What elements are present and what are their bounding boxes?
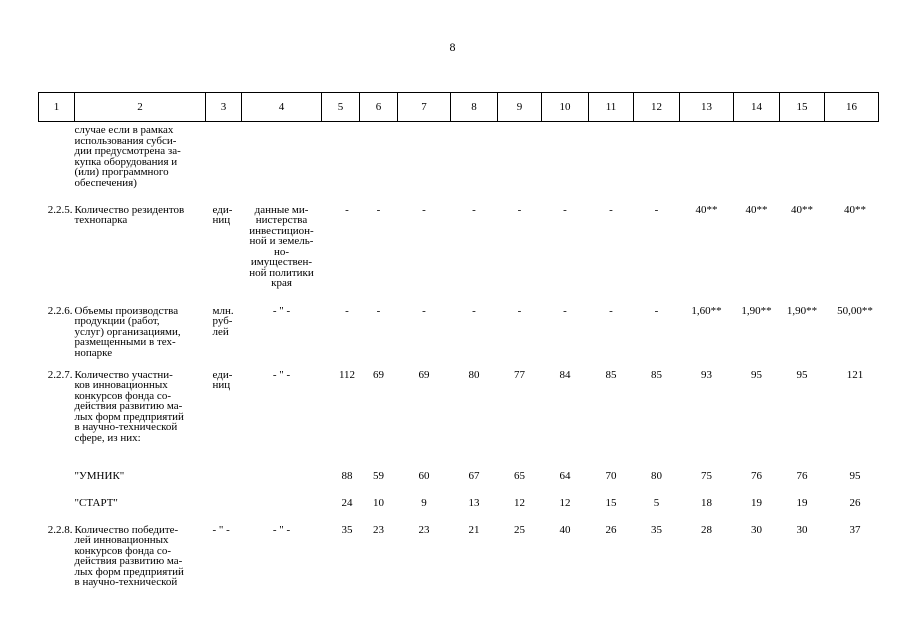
value-cell-col-9: - xyxy=(517,304,522,317)
indicator-name xyxy=(75,202,206,303)
indicator-name-line: Количество участни- xyxy=(74,368,173,381)
value-cell-col-13: 40** xyxy=(695,203,718,216)
unit-of-measure-line: руб- xyxy=(212,315,233,327)
value-cell-col-5: 112 xyxy=(338,368,356,381)
indicator-name-line: "СТАРТ" xyxy=(74,496,118,509)
header-cell: 11 xyxy=(589,93,634,122)
indicator-name-line: Количество победите- xyxy=(74,523,179,536)
data-source-line: - " - xyxy=(272,523,291,536)
value-cell-col-13 xyxy=(680,122,734,202)
value-cell-col-12: 35 xyxy=(651,523,662,536)
value-cell-col-8 xyxy=(451,122,498,202)
header-cell: 3 xyxy=(206,93,242,122)
value-cell-col-6 xyxy=(360,122,398,202)
value-cell-col-10: - xyxy=(563,203,567,216)
value-cell-col-14: 95 xyxy=(751,368,762,381)
indicator-name xyxy=(75,303,206,367)
indicator-name-line: конкурсов фонда со- xyxy=(74,544,171,557)
value-cell-col-11: 26 xyxy=(605,523,617,536)
value-cell-col-6: 59 xyxy=(373,469,384,482)
indicator-name-line: нопарке xyxy=(74,346,113,359)
data-source xyxy=(242,122,322,202)
value-cell-col-9: - xyxy=(517,203,522,216)
value-cell-col-13: 75 xyxy=(701,469,712,482)
indicator-name-line: случае если в рамках xyxy=(74,124,174,136)
unit-of-measure-line: - " - xyxy=(212,523,230,536)
value-cell-col-12: 85 xyxy=(651,368,662,381)
table-row xyxy=(39,522,879,592)
data-source-line: но- xyxy=(273,245,290,258)
value-cell-col-6: 23 xyxy=(373,523,384,536)
value-cell-col-5: 88 xyxy=(341,469,353,482)
value-cell-col-14: 30 xyxy=(751,523,762,536)
value-cell-col-10: 12 xyxy=(559,496,571,509)
indicators-table xyxy=(38,92,879,592)
indicator-name-line: услуг) организациями, xyxy=(74,325,181,338)
indicator-name-line: действия развитию ма- xyxy=(74,400,183,412)
value-cell-col-15: 19 xyxy=(796,496,808,509)
header-cell: 4 xyxy=(242,93,322,122)
indicator-name xyxy=(75,122,206,202)
indicator-name-line: обеспечения) xyxy=(74,176,137,189)
table-row xyxy=(39,495,879,522)
indicator-name xyxy=(75,522,206,592)
data-source xyxy=(242,468,322,495)
table-row xyxy=(39,303,879,367)
value-cell-col-12: - xyxy=(654,203,659,216)
indicator-name-line: ков инновационных xyxy=(74,379,168,391)
value-cell-col-7: - xyxy=(422,304,426,317)
header-cell: 10 xyxy=(542,93,589,122)
header-cell: 8 xyxy=(451,93,498,122)
value-cell-col-14: 40** xyxy=(745,203,768,216)
unit-of-measure xyxy=(206,367,242,468)
header-cell: 9 xyxy=(498,93,542,122)
value-cell-col-10: 84 xyxy=(559,368,571,381)
value-cell-col-9: 77 xyxy=(514,368,525,381)
indicator-name-line: продукции (работ, xyxy=(74,315,160,327)
unit-of-measure-line: ниц xyxy=(212,379,231,391)
value-cell-col-6: - xyxy=(376,304,381,317)
header-cell: 13 xyxy=(680,93,734,122)
indicator-name-line: сфере, из них: xyxy=(74,431,141,444)
value-cell-col-12 xyxy=(634,122,680,202)
value-cell-col-10 xyxy=(542,122,589,202)
value-cell-col-11: - xyxy=(609,304,613,317)
value-cell-col-5: 35 xyxy=(341,523,353,536)
row-code: 2.2.8. xyxy=(47,523,73,536)
data-source xyxy=(242,495,322,522)
value-cell-col-7: 60 xyxy=(418,469,430,482)
value-cell-col-7: - xyxy=(422,203,426,216)
value-cell-col-11 xyxy=(589,122,634,202)
value-cell-col-15 xyxy=(780,122,825,202)
indicator-name-line: лей инновационных xyxy=(74,534,169,546)
value-cell-col-6: 69 xyxy=(373,368,384,381)
unit-of-measure-line: еди- xyxy=(212,203,233,216)
unit-of-measure xyxy=(206,495,242,522)
value-cell-col-9 xyxy=(498,122,542,202)
value-cell-col-6: - xyxy=(376,203,381,216)
value-cell-col-10: 40 xyxy=(559,523,571,536)
value-cell-col-14: 19 xyxy=(751,496,762,509)
value-cell-col-16: 50,00** xyxy=(837,304,873,317)
value-cell-col-15: 76 xyxy=(796,469,808,482)
value-cell-col-11: 70 xyxy=(605,469,617,482)
value-cell-col-15: 1,90** xyxy=(786,304,818,317)
unit-of-measure xyxy=(206,303,242,367)
unit-of-measure-line: ниц xyxy=(212,214,231,226)
value-cell-col-16: 26 xyxy=(849,496,861,509)
indicator-name-line: (или) программного xyxy=(74,166,169,178)
header-cell: 5 xyxy=(322,93,360,122)
value-cell-col-13: 93 xyxy=(701,368,712,381)
table-row xyxy=(39,202,879,303)
value-cell-col-10: - xyxy=(563,304,567,317)
value-cell-col-15: 95 xyxy=(796,368,808,381)
value-cell-col-16: 121 xyxy=(846,368,864,381)
indicator-name-line: лых форм предприятий xyxy=(74,410,184,423)
indicator-name-line: "УМНИК" xyxy=(74,469,125,482)
value-cell-col-12: - xyxy=(654,304,659,317)
indicator-name-line: дии предусмотрена за- xyxy=(74,145,181,157)
value-cell-col-14 xyxy=(734,122,780,202)
value-cell-col-11: 85 xyxy=(605,368,617,381)
value-cell-col-5: - xyxy=(345,203,349,216)
data-source-line: имуществен- xyxy=(250,256,313,268)
data-source-line: нистерства xyxy=(255,214,308,226)
unit-of-measure-line: лей xyxy=(212,325,229,338)
value-cell-col-14: 76 xyxy=(751,469,762,482)
unit-of-measure xyxy=(206,122,242,202)
unit-of-measure xyxy=(206,202,242,303)
header-cell: 7 xyxy=(398,93,451,122)
indicator-name xyxy=(75,367,206,468)
page-number: 8 xyxy=(449,40,456,54)
row-code xyxy=(39,468,75,495)
value-cell-col-8: - xyxy=(472,203,476,216)
indicator-name-line: Количество резидентов xyxy=(74,203,185,216)
row-code: 2.2.5. xyxy=(47,203,73,216)
table-body xyxy=(39,122,879,592)
indicator-name-line: технопарка xyxy=(74,214,128,226)
value-cell-col-10: 64 xyxy=(559,469,571,482)
value-cell-col-5 xyxy=(322,122,360,202)
header-cell: 1 xyxy=(39,93,75,122)
value-cell-col-12: 5 xyxy=(653,496,660,509)
data-source-line: ной и земель- xyxy=(249,235,314,247)
header-cell: 6 xyxy=(360,93,398,122)
unit-of-measure-line: млн. xyxy=(212,304,234,317)
header-cell: 16 xyxy=(825,93,879,122)
indicator-name-line: действия развитию ма- xyxy=(74,555,183,567)
indicator-name xyxy=(75,495,206,522)
value-cell-col-15: 40** xyxy=(791,203,813,216)
indicator-name-line: размещенными в тех- xyxy=(74,336,176,348)
indicator-name-line: лых форм предприятий xyxy=(74,565,184,578)
value-cell-col-9: 65 xyxy=(514,469,525,482)
data-source-line: - " - xyxy=(272,368,291,381)
header-cell: 15 xyxy=(780,93,825,122)
data-source-line: данные ми- xyxy=(254,203,309,216)
value-cell-col-8: 67 xyxy=(468,469,480,482)
value-cell-col-7 xyxy=(398,122,451,202)
value-cell-col-9: 12 xyxy=(514,496,525,509)
value-cell-col-12: 80 xyxy=(651,469,662,482)
value-cell-col-16: 40** xyxy=(844,203,866,216)
row-code xyxy=(39,495,75,522)
value-cell-col-8: 13 xyxy=(468,496,480,509)
indicator-name-line: Объемы производства xyxy=(74,304,179,317)
row-code xyxy=(39,122,75,202)
row-code: 2.2.7. xyxy=(47,368,73,381)
value-cell-col-7: 9 xyxy=(421,496,427,509)
header-cell: 2 xyxy=(75,93,206,122)
data-source-line: инвестицион- xyxy=(249,224,314,237)
value-cell-col-11: 15 xyxy=(605,496,617,509)
value-cell-col-16: 95 xyxy=(849,469,861,482)
table-row xyxy=(39,367,879,468)
header-cell: 14 xyxy=(734,93,780,122)
indicator-name-line: в научно-технической xyxy=(74,576,178,588)
data-source xyxy=(242,202,322,303)
indicator-name-line: купка оборудования и xyxy=(74,155,178,168)
value-cell-col-16: 37 xyxy=(849,523,861,536)
indicator-name-line: конкурсов фонда со- xyxy=(74,389,171,402)
unit-of-measure xyxy=(206,468,242,495)
value-cell-col-5: - xyxy=(345,304,349,317)
data-source xyxy=(242,303,322,367)
value-cell-col-7: 23 xyxy=(418,523,430,536)
value-cell-col-7: 69 xyxy=(418,368,430,381)
value-cell-col-9: 25 xyxy=(514,523,525,536)
header-cell: 12 xyxy=(634,93,680,122)
value-cell-col-8: - xyxy=(472,304,476,317)
value-cell-col-5: 24 xyxy=(341,496,353,509)
unit-of-measure xyxy=(206,522,242,592)
value-cell-col-13: 1,60** xyxy=(691,304,722,317)
table-row xyxy=(39,122,879,202)
value-cell-col-16 xyxy=(825,122,879,202)
value-cell-col-13: 28 xyxy=(701,523,712,536)
value-cell-col-8: 80 xyxy=(468,368,480,381)
table-row xyxy=(39,468,879,495)
row-code: 2.2.6. xyxy=(47,304,73,317)
data-source xyxy=(242,367,322,468)
header-row xyxy=(39,93,879,122)
value-cell-col-6: 10 xyxy=(373,496,384,509)
data-source-line: - " - xyxy=(272,304,291,317)
unit-of-measure-line: еди- xyxy=(212,368,233,381)
value-cell-col-8: 21 xyxy=(468,523,480,536)
value-cell-col-14: 1,90** xyxy=(741,304,772,317)
data-source-line: ной политики xyxy=(249,266,314,279)
indicator-name-line: использования субси- xyxy=(74,134,177,147)
indicator-name-line: в научно-технической xyxy=(74,421,178,433)
value-cell-col-13: 18 xyxy=(701,496,712,509)
indicator-name xyxy=(75,468,206,495)
data-source-line: края xyxy=(271,277,292,289)
value-cell-col-11: - xyxy=(609,203,613,216)
data-source xyxy=(242,522,322,592)
value-cell-col-15: 30 xyxy=(796,523,808,536)
